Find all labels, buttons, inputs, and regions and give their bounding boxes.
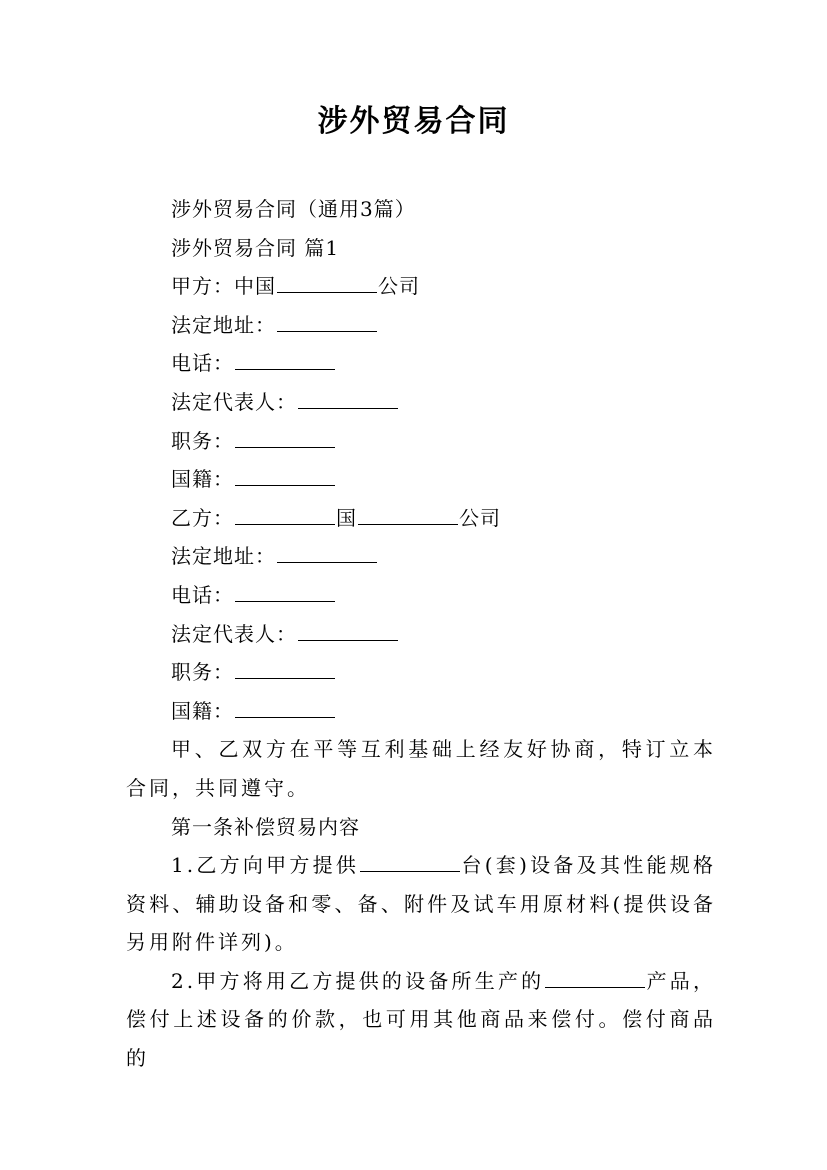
party-b-address-line xyxy=(126,537,716,576)
party-a-name-suffix: 公司 xyxy=(378,274,420,299)
party-b-phone-line xyxy=(126,576,716,615)
blank-line xyxy=(235,662,335,679)
party-a-nationality-line xyxy=(126,460,716,499)
clause-2-text-after: 产品，偿付上述设备的价款，也可用其他商品来偿付。偿付商品的 xyxy=(126,968,716,1071)
clause-2-paragraph xyxy=(126,962,716,1078)
section-heading: 涉外贸易合同 篇1 xyxy=(171,235,340,260)
document-body xyxy=(126,190,716,1078)
intro-paragraph: 甲、乙双方在平等互利基础上经友好协商，特订立本合同，共同遵守。 xyxy=(126,737,716,800)
party-a-name-line xyxy=(126,267,716,306)
blank-line xyxy=(358,508,458,525)
blank-line xyxy=(545,971,645,988)
blank-line xyxy=(298,392,398,409)
party-b-name-prefix: 乙方： xyxy=(171,505,234,530)
party-b-address-label: 法定地址： xyxy=(171,544,276,569)
party-a-rep-label: 法定代表人： xyxy=(171,389,297,414)
blank-line xyxy=(298,624,398,641)
clause-1-paragraph xyxy=(126,846,716,962)
document-subtitle: 涉外贸易合同（通用3篇） xyxy=(171,197,416,221)
party-b-rep-label: 法定代表人： xyxy=(171,621,297,646)
party-a-phone-label: 电话： xyxy=(171,351,234,376)
blank-line xyxy=(235,701,335,718)
party-a-name-prefix: 甲方：中国 xyxy=(171,274,276,299)
party-a-address-label: 法定地址： xyxy=(171,312,276,337)
blank-line xyxy=(235,431,335,448)
party-b-rep-line xyxy=(126,615,716,654)
party-a-title-label: 职务： xyxy=(171,428,234,453)
blank-line xyxy=(235,353,335,370)
party-a-address-line xyxy=(126,306,716,345)
party-a-rep-line xyxy=(126,383,716,422)
article-1-heading: 第一条补偿贸易内容 xyxy=(171,814,360,839)
blank-line xyxy=(360,855,460,872)
clause-1-text-after: 台(套)设备及其性能规格资料、辅助设备和零、备、附件及试车用原材料(提供设备另用附件详列)。 xyxy=(126,853,716,955)
blank-line xyxy=(235,469,335,486)
document-title: 涉外贸易合同 xyxy=(317,104,510,139)
clause-2-text-before: 2.甲方将用乙方提供的设备所生产的 xyxy=(171,968,545,993)
blank-line xyxy=(235,508,335,525)
blank-line xyxy=(235,585,335,602)
clause-1-text-before: 1.乙方向甲方提供 xyxy=(171,853,360,878)
party-b-name-line xyxy=(126,499,716,538)
party-b-nationality-line xyxy=(126,692,716,731)
blank-line xyxy=(277,315,377,332)
blank-line xyxy=(277,546,377,563)
party-b-nationality-label: 国籍： xyxy=(171,698,234,723)
party-b-title-label: 职务： xyxy=(171,660,234,685)
blank-line xyxy=(277,276,377,293)
party-b-name-suffix: 公司 xyxy=(459,505,501,530)
party-b-name-middle: 国 xyxy=(336,505,357,530)
party-a-title-line xyxy=(126,422,716,461)
party-a-nationality-label: 国籍： xyxy=(171,467,234,492)
party-a-phone-line xyxy=(126,344,716,383)
party-b-phone-label: 电话： xyxy=(171,582,234,607)
party-b-title-line xyxy=(126,653,716,692)
